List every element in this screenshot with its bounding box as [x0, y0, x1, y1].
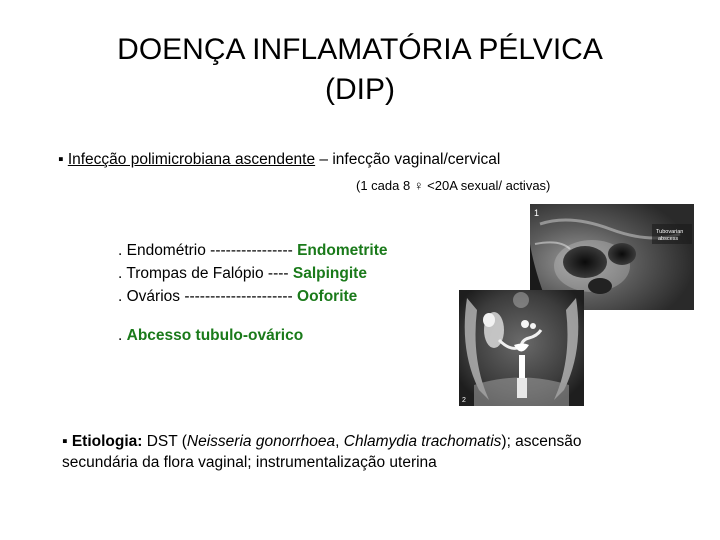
hsg-label: 2	[462, 397, 466, 404]
etiology-dst: DST (	[142, 433, 187, 450]
hysterosalpingography-image	[459, 290, 584, 406]
organ-prefix: . Ovários ---------------------	[118, 288, 293, 305]
organism-2: Chlamydia trachomatis	[343, 433, 502, 450]
abscess-item	[118, 327, 303, 345]
bullet-marker: ▪	[58, 151, 64, 168]
organ-prefix: . Endométrio ----------------	[118, 242, 293, 259]
organ-term: Endometrite	[297, 242, 388, 259]
title-line-2: (DIP)	[325, 73, 395, 106]
abscess-prefix: .	[118, 327, 127, 344]
etiology-paragraph	[62, 431, 622, 473]
page-title	[60, 30, 660, 110]
bullet-underlined-text: Infecção polimicrobiana ascendente	[67, 151, 316, 168]
organ-term: Salpingite	[292, 265, 367, 282]
bullet-marker: ▪	[62, 433, 68, 450]
etiology-rest: ); ascensão secundária da flora vaginal; instrumentalização uterina	[62, 433, 582, 471]
list-item	[118, 285, 388, 308]
organism-1: Neisseria gonorrhoea	[186, 433, 336, 450]
organ-list	[118, 239, 388, 308]
organ-term: Ooforite	[297, 288, 358, 305]
etiology-label: Etiologia:	[71, 433, 143, 450]
bullet-rest-text: – infecção vaginal/cervical	[315, 151, 501, 168]
ultrasound-annotation: Tubovarian	[656, 229, 684, 235]
list-item	[118, 262, 388, 285]
list-item	[118, 239, 388, 262]
bullet-infection	[58, 151, 500, 169]
title-line-1: DOENÇA INFLAMATÓRIA PÉLVICA	[117, 33, 603, 66]
abscess-term: Abcesso tubulo-ovárico	[126, 327, 304, 344]
etiology-sep: ,	[335, 433, 344, 450]
ultrasound-number: 1	[534, 208, 540, 218]
organ-prefix: . Trompas de Falópio ----	[118, 265, 289, 282]
ultrasound-annotation: abscess	[658, 236, 679, 242]
prevalence-note: (1 cada 8 ♀ <20A sexual/ activas)	[356, 178, 551, 193]
